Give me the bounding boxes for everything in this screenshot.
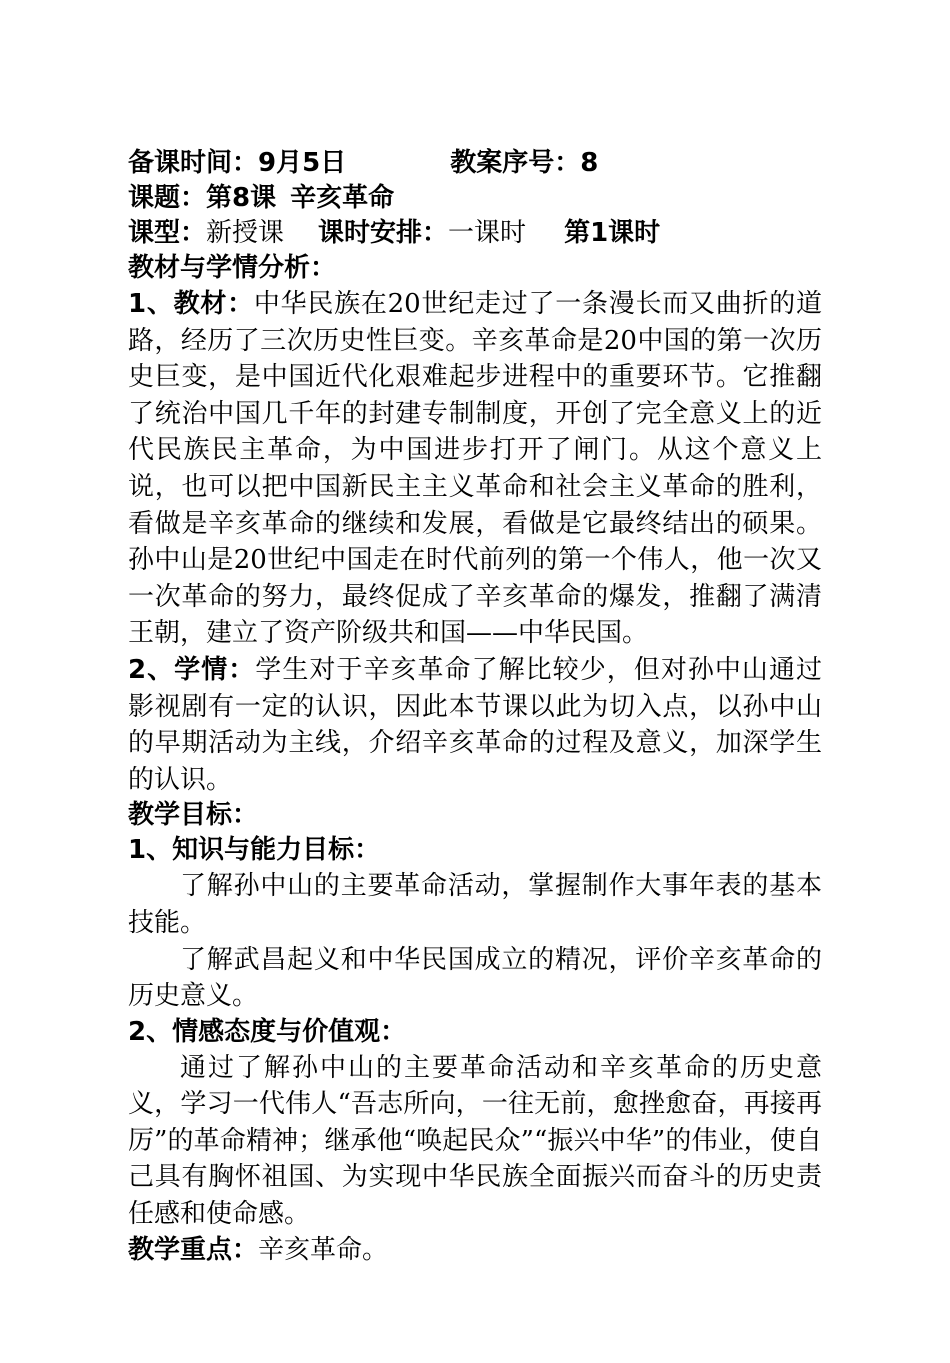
topic-name: 辛亥革命 bbox=[290, 183, 395, 213]
header-line-2 bbox=[128, 181, 822, 216]
header-line-1 bbox=[128, 146, 822, 181]
session-label: 第1课时 bbox=[564, 218, 661, 248]
topic-label: 课题： bbox=[128, 183, 207, 213]
knowledge-goal-item-1: 了解孙中山的主要革命活动，掌握制作大事年表的基本技能。 bbox=[128, 871, 822, 938]
lesson-type-value: 新授课 bbox=[206, 218, 285, 248]
emotion-goal-text: 通过了解孙中山的主要革命活动和辛亥革命的历史意义，学习一代伟人“吾志所向，一往无前，愈挫愈奋，再接再厉”的革命精神；继承他“唤起民众”“振兴中华”的伟业，使自己具有胸怀祖国、为实现中华民族全面振兴而奋斗的历史责任感和使命感。 bbox=[128, 1052, 822, 1230]
students-label: 2、学情： bbox=[128, 654, 256, 685]
lesson-plan-page bbox=[128, 146, 822, 1268]
key-point-value: 辛亥革命。 bbox=[258, 1234, 389, 1265]
key-point-label: 教学重点： bbox=[128, 1234, 259, 1265]
analysis-heading: 教材与学情分析： bbox=[128, 253, 337, 283]
knowledge-goal-label: 1、知识与能力目标： bbox=[128, 835, 381, 866]
textbook-text: 中华民族在20世纪走过了一条漫长而又曲折的道路，经历了三次历史性巨变。辛亥革命是20中国的第一次历史巨变，是中国近代化艰难起步进程中的重要环节。它推翻了统治中国几千年的封建专制制度，开创了完全意义上的近代民族民主革命，为中国进步打开了闸门。从这个意义上说，也可以把中国新民主主义革命和社会主义革命的胜利，看做是辛亥革命的继续和发展，看做是它最终结出的硕果。孙中山是20世纪中国走在时代前列的第一个伟人，他一次又一次革命的努力，最终促成了辛亥革命的爆发，推翻了满清王朝，建立了资产阶级共和国——中华民国。 bbox=[128, 289, 822, 649]
prep-time-value: 9月5日 bbox=[258, 148, 347, 178]
header-line-3 bbox=[128, 216, 822, 251]
textbook-label: 1、教材： bbox=[128, 289, 254, 319]
knowledge-goal-item-2: 了解武昌起义和中华民国成立的精况，评价辛亥革命的历史意义。 bbox=[128, 944, 822, 1012]
schedule-label: 课时安排： bbox=[318, 218, 449, 248]
textbook-paragraph bbox=[128, 286, 822, 652]
students-paragraph bbox=[128, 652, 822, 798]
emotion-goal-label: 2、情感态度与价值观： bbox=[128, 1016, 407, 1047]
plan-number-value: 8 bbox=[580, 148, 599, 178]
key-point-line bbox=[128, 1233, 822, 1268]
plan-number-label: 教案序号： bbox=[450, 148, 581, 178]
goals-heading: 教学目标： bbox=[128, 800, 259, 831]
lesson-type-label: 课型： bbox=[128, 218, 207, 248]
topic-value: 第8课 bbox=[206, 183, 277, 213]
prep-time-label: 备课时间： bbox=[128, 148, 259, 178]
students-text: 学生对于辛亥革命了解比较少，但对孙中山通过影视剧有一定的认识，因此本节课以此为切入点，以孙中山的早期活动为主线，介绍辛亥革命的过程及意义，加深学生的认识。 bbox=[128, 654, 822, 795]
schedule-value: 一课时 bbox=[448, 218, 527, 248]
